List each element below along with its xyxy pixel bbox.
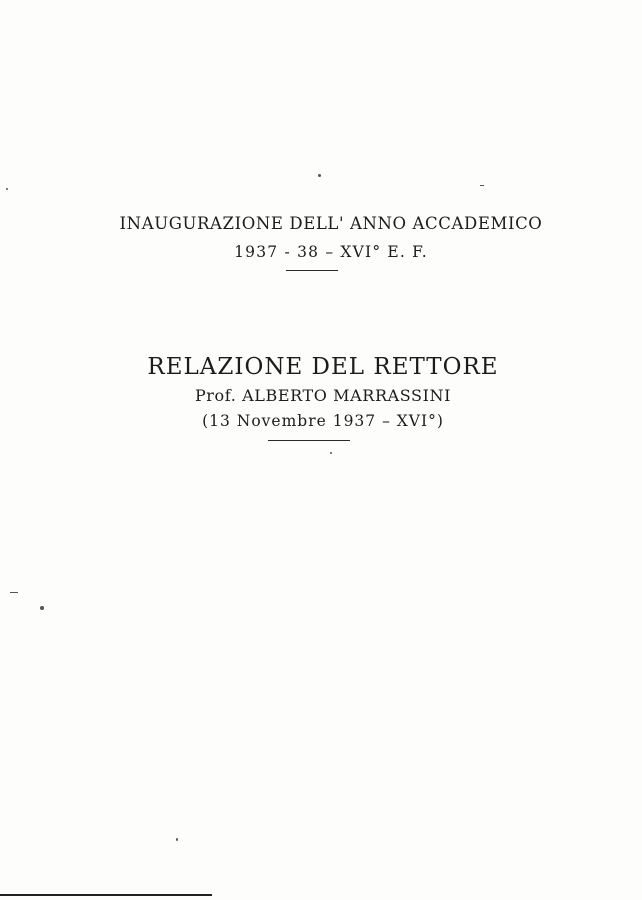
scan-speck: [330, 452, 332, 454]
scan-speck: [10, 592, 18, 593]
scan-speck: [176, 838, 178, 841]
report-title: RELAZIONE DEL RETTORE: [147, 354, 499, 380]
report-date: (13 Novembre 1937 – XVI°): [202, 412, 444, 430]
scan-speck: [480, 185, 484, 186]
scan-edge-mark: [0, 894, 212, 896]
scan-speck: [40, 606, 44, 610]
divider-rule: [268, 440, 350, 441]
heading-year-range: 1937 - 38 – XVI° E. F.: [234, 243, 428, 261]
report-author: Prof. ALBERTO MARRASSINI: [194, 386, 452, 405]
divider-rule: [286, 270, 338, 271]
heading-academic-year: INAUGURAZIONE DELL' ANNO ACCADEMICO: [119, 214, 543, 233]
scan-speck: [6, 188, 8, 190]
scan-speck: [318, 174, 321, 177]
